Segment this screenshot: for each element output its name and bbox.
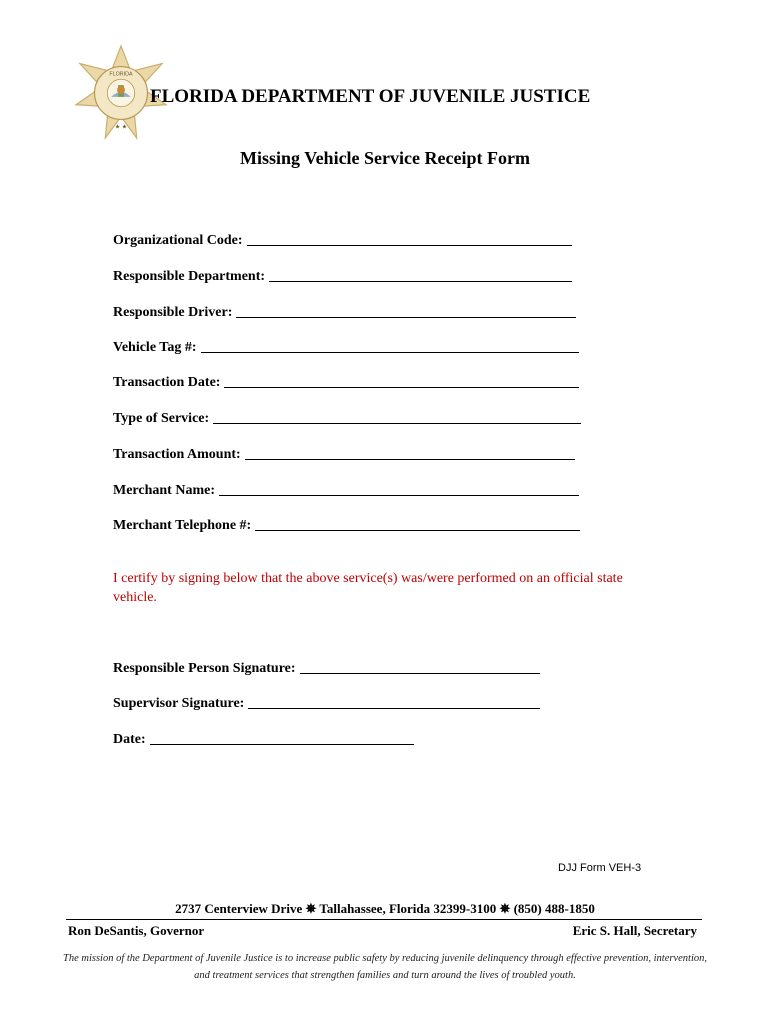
form-title: Missing Vehicle Service Receipt Form xyxy=(240,148,530,168)
field-merchant-name[interactable] xyxy=(113,479,579,499)
field-transaction-date[interactable] xyxy=(113,371,579,391)
fill-line[interactable] xyxy=(213,409,581,424)
fill-line[interactable] xyxy=(255,516,580,531)
fill-line[interactable] xyxy=(269,267,572,282)
signature-line[interactable] xyxy=(300,659,540,674)
date-line[interactable] xyxy=(150,730,414,745)
field-type-of-service[interactable] xyxy=(113,407,581,427)
field-label: Responsible Department: xyxy=(113,269,266,284)
footer-divider xyxy=(66,919,702,920)
fill-line[interactable] xyxy=(245,445,575,460)
field-label: Responsible Driver: xyxy=(113,305,233,320)
fill-line[interactable] xyxy=(247,231,572,246)
field-label: Transaction Date: xyxy=(113,375,221,390)
footer-address: 2737 Centerview Drive ✵ Tallahassee, Florida 32399-3100 ✵ (850) 488-1850 xyxy=(175,901,595,916)
field-responsible-department[interactable] xyxy=(113,265,572,285)
field-label: Vehicle Tag #: xyxy=(113,340,197,355)
signature-supervisor[interactable] xyxy=(113,692,540,712)
field-label: Organizational Code: xyxy=(113,233,243,248)
field-transaction-amount[interactable] xyxy=(113,443,575,463)
field-responsible-driver[interactable] xyxy=(113,301,576,321)
field-label: Responsible Person Signature: xyxy=(113,661,296,676)
secretary-name: Eric S. Hall, Secretary xyxy=(572,923,697,938)
governor-name: Ron DeSantis, Governor xyxy=(68,923,205,938)
fill-line[interactable] xyxy=(236,303,576,318)
fill-line[interactable] xyxy=(201,338,579,353)
signature-responsible-person[interactable] xyxy=(113,657,540,677)
certification-statement: I certify by signing below that the above service(s) was/were performed on an official state vehicle. xyxy=(113,571,623,605)
field-label: Transaction Amount: xyxy=(113,447,241,462)
fill-line[interactable] xyxy=(224,373,579,388)
signature-line[interactable] xyxy=(248,694,540,709)
field-label: Supervisor Signature: xyxy=(113,696,245,711)
signature-date[interactable] xyxy=(113,728,414,748)
field-label: Date: xyxy=(113,732,146,747)
field-organizational-code[interactable] xyxy=(113,229,572,249)
fill-line[interactable] xyxy=(219,481,579,496)
svg-text:FLORIDA: FLORIDA xyxy=(109,71,133,78)
field-vehicle-tag[interactable] xyxy=(113,336,579,356)
mission-statement: The mission of the Department of Juvenile Justice is to increase public safety by reducing juvenile delinquency through effective prevention, intervention, and treatment services that strengthen families and turn around the lives of troubled youth. xyxy=(62,953,707,981)
field-merchant-telephone[interactable] xyxy=(113,514,580,534)
field-label: Merchant Name: xyxy=(113,483,215,498)
svg-text:★ ★: ★ ★ xyxy=(114,124,128,131)
field-label: Type of Service: xyxy=(113,411,210,426)
form-number: DJJ Form VEH-3 xyxy=(558,862,642,874)
agency-name: FLORIDA DEPARTMENT OF JUVENILE JUSTICE xyxy=(150,86,591,107)
field-label: Merchant Telephone #: xyxy=(113,518,252,533)
